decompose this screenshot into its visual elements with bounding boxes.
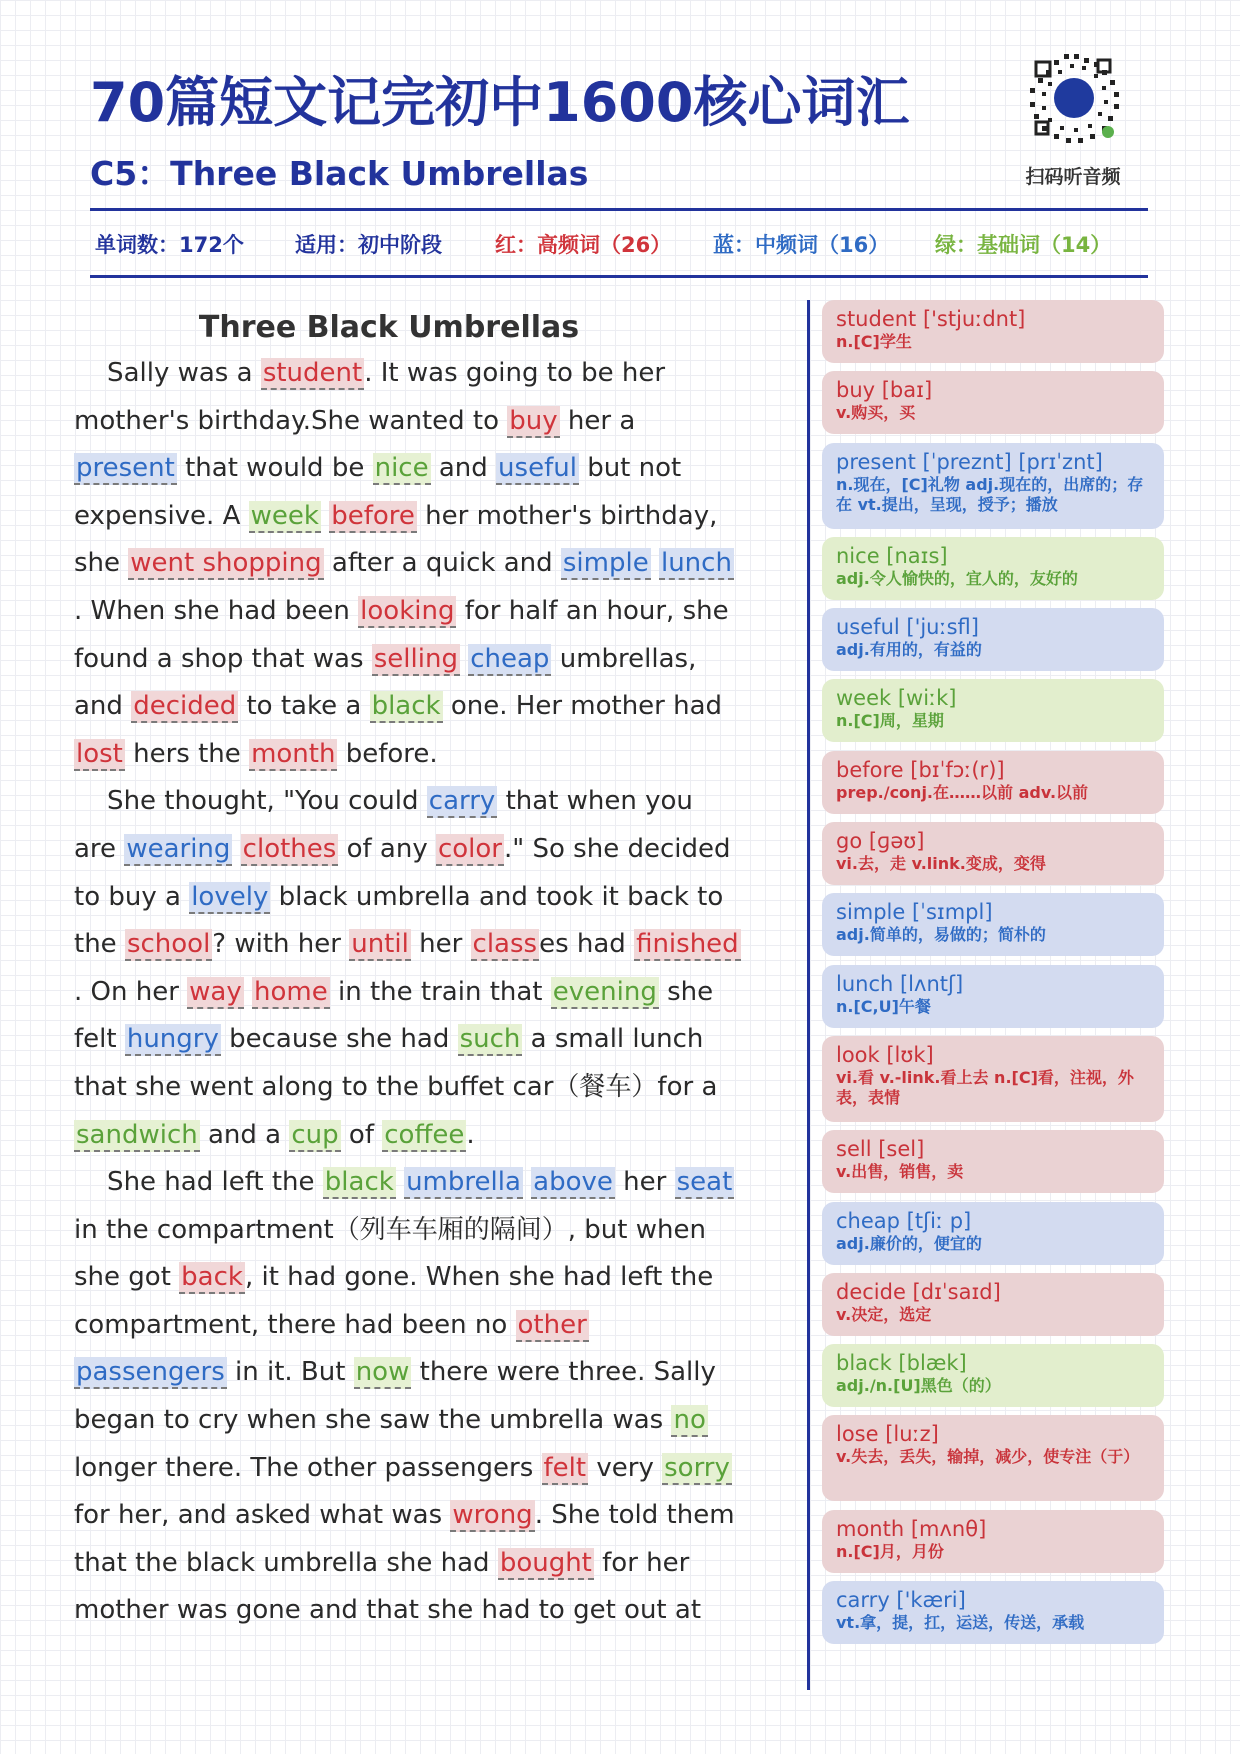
text-run: She thought, "You could [74, 786, 427, 817]
vocab-word[interactable]: before [331, 500, 415, 531]
vocab-word[interactable]: present [76, 453, 175, 484]
vocab-word[interactable]: felt [543, 1452, 587, 1483]
vocab-card[interactable] [822, 1510, 1164, 1573]
vocab-card[interactable] [822, 1415, 1164, 1501]
vocab-headword: before [bɪˈfɔː(r)] [836, 757, 1005, 782]
text-run: to buy a [74, 881, 190, 912]
vocab-card[interactable] [822, 1130, 1164, 1193]
text-run: . It was going to be her [364, 358, 666, 388]
article-line [74, 541, 794, 589]
text-run: she [658, 976, 714, 1007]
text-run: mother's birthday.She wanted to [74, 405, 508, 436]
vocab-definition: v.失去，丢失，输掉，减少，使专注（于） [836, 1447, 1140, 1467]
vocab-word[interactable]: nice [374, 453, 429, 484]
vocab-word[interactable]: cheap [470, 643, 550, 674]
article-line [74, 589, 794, 637]
vocab-word[interactable]: finished [636, 929, 739, 960]
vocab-card[interactable] [822, 537, 1164, 600]
text-run: her mother's birthday, [416, 500, 718, 531]
text-run: very [588, 1452, 663, 1483]
article-line [74, 1065, 794, 1113]
vocab-word[interactable]: class [472, 929, 538, 960]
vocab-headword: look [lʊk] [836, 1042, 934, 1067]
vocab-headword: black [blæk] [836, 1351, 967, 1376]
vocab-word[interactable]: looking [360, 595, 455, 626]
text-run: ? with her [212, 929, 350, 960]
vocab-definition: adj.廉价的，便宜的 [836, 1233, 982, 1253]
text-run: She had left the [74, 1167, 323, 1198]
vocab-word[interactable]: above [533, 1167, 613, 1198]
vocab-word[interactable]: until [351, 929, 409, 960]
vocab-word[interactable]: clothes [242, 833, 337, 864]
page-title: 70篇短文记完初中1600核心词汇 [90, 71, 910, 134]
article-line [74, 1113, 794, 1161]
vocab-definition: vi.去，走 v.link.变成，变得 [836, 854, 1046, 874]
article-line [74, 1017, 794, 1065]
article-body [74, 310, 794, 1636]
text-run: ." So she decided [504, 833, 731, 864]
vocab-card[interactable] [822, 1273, 1164, 1336]
text-run: in the train that [329, 976, 551, 1007]
qr-code-icon[interactable] [1024, 48, 1124, 148]
vocab-word[interactable]: no [673, 1405, 706, 1436]
text-run [321, 501, 329, 531]
article-line [74, 1446, 794, 1494]
article-line [74, 827, 794, 875]
vocab-card[interactable] [822, 1036, 1164, 1122]
vocab-word[interactable]: bought [499, 1547, 592, 1578]
article-line [74, 1160, 794, 1208]
vocab-definition: n.[C]月，月份 [836, 1541, 944, 1561]
text-run: in the compartment（列车车厢的隔间）, but when [74, 1214, 706, 1245]
text-run: of [340, 1119, 383, 1150]
text-run: that when you [497, 786, 693, 817]
vocab-definition: v.决定，选定 [836, 1304, 932, 1324]
vocab-word[interactable]: simple [562, 548, 649, 579]
text-run: one. Her mother had [442, 691, 723, 722]
vocab-definition: adj.有用的，有益的 [836, 640, 982, 660]
red-legend: 红：高频词（26） [495, 233, 672, 257]
vocab-headword: month [mʌnθ] [836, 1516, 987, 1541]
text-run: compartment, there had been no [74, 1309, 516, 1340]
vocab-definition: prep./conj.在……以前 adv.以前 [836, 782, 1089, 802]
vocab-word[interactable]: month [251, 738, 336, 769]
article-line [74, 1350, 794, 1398]
text-run: for her [593, 1547, 690, 1578]
text-run: and [74, 691, 132, 722]
vocab-definition: n.[C]周，星期 [836, 711, 944, 731]
vocab-card[interactable] [822, 893, 1164, 956]
vocab-word[interactable]: carry [428, 786, 496, 817]
vocab-word[interactable]: way [189, 976, 242, 1007]
vocab-headword: student ['stjuːdnt] [836, 307, 1026, 331]
article-line [74, 779, 794, 827]
vocab-word[interactable]: wearing [126, 833, 231, 864]
vocab-card[interactable] [822, 751, 1164, 814]
vocab-card[interactable] [822, 679, 1164, 742]
text-run: to take a [238, 691, 370, 722]
vocab-word[interactable]: color [437, 833, 502, 864]
text-run: hers the [124, 738, 250, 769]
article-line [74, 399, 794, 447]
text-run: are [74, 833, 125, 864]
column-divider [807, 300, 810, 1690]
vocab-card[interactable] [822, 371, 1164, 434]
vocab-headword: buy [baɪ] [836, 378, 933, 403]
text-run [460, 644, 468, 674]
vocab-word[interactable]: cup [291, 1119, 339, 1150]
vocab-card[interactable] [822, 1581, 1164, 1644]
article-line [74, 732, 794, 780]
text-run: in it. But [226, 1357, 354, 1388]
article-line [74, 494, 794, 542]
vocab-card[interactable] [822, 443, 1164, 529]
vocab-word[interactable]: student [262, 358, 363, 388]
text-run: for her, and asked what was [74, 1500, 451, 1531]
article-line [74, 1303, 794, 1351]
word-count: 单词数：172个 [95, 233, 244, 257]
text-run: she got [74, 1262, 180, 1293]
text-run: and a [199, 1119, 290, 1150]
article-line [74, 875, 794, 923]
level-label: 适用：初中阶段 [295, 233, 442, 257]
vocab-word[interactable]: other [517, 1309, 587, 1340]
vocab-headword: simple [ˈsɪmpl] [836, 900, 993, 925]
vocab-word[interactable]: week [250, 500, 319, 531]
text-run: because she had [220, 1024, 458, 1055]
article-title: Three Black Umbrellas [198, 310, 580, 345]
text-run: and [430, 453, 497, 484]
vocab-card[interactable] [822, 300, 1164, 363]
text-run: umbrellas, [551, 643, 697, 674]
text-run: longer there. The other passengers [74, 1452, 542, 1483]
chapter-subtitle: C5：Three Black Umbrellas [90, 154, 589, 193]
vocab-word[interactable]: black [324, 1167, 394, 1198]
qr-caption: 扫码听音频 [1025, 166, 1121, 188]
vocab-word[interactable]: coffee [384, 1119, 465, 1150]
text-run: for half an hour, she [456, 595, 729, 626]
article-line [74, 970, 794, 1018]
vocab-card[interactable] [822, 822, 1164, 885]
vocab-card[interactable] [822, 1344, 1164, 1407]
vocab-definition: n.[C]学生 [836, 332, 912, 351]
vocab-card[interactable] [822, 1202, 1164, 1265]
vocab-definition: adj.令人愉快的，宜人的，友好的 [836, 568, 1078, 588]
vocab-word[interactable]: back [181, 1262, 243, 1293]
article-lines [74, 351, 794, 1636]
vocab-definition: v.出售，销售，卖 [836, 1162, 964, 1182]
vocab-word[interactable]: selling [373, 643, 458, 674]
vocab-word[interactable]: decided [133, 691, 237, 722]
text-run: the [74, 929, 125, 960]
vocab-word[interactable]: now [355, 1357, 410, 1388]
article-line [74, 684, 794, 732]
text-run: her a [559, 405, 636, 436]
article-line [74, 1541, 794, 1589]
vocab-word[interactable]: useful [498, 453, 577, 484]
text-run: there were three. Sally [411, 1357, 716, 1388]
text-run: her [410, 929, 471, 960]
text-run: but not [578, 453, 682, 484]
text-run: her [614, 1167, 675, 1198]
text-run: es had [539, 929, 635, 960]
vocab-list [822, 300, 1164, 1652]
text-run [523, 1167, 531, 1197]
text-run: felt [74, 1024, 125, 1055]
text-run: before. [337, 738, 438, 769]
vocab-word[interactable]: home [254, 976, 328, 1007]
text-run: Sally was a [74, 358, 261, 388]
text-run: expensive. A [74, 500, 249, 531]
text-run: began to cry when she saw the umbrella was [74, 1405, 672, 1436]
vocab-definition: adj.简单的，易做的；简朴的 [836, 925, 1046, 945]
vocab-definition: vi.看 v.-link.看上去 n.[C]看，注视，外表，表情 [836, 1067, 1134, 1107]
vocab-definition: n.[C,U]午餐 [836, 996, 931, 1016]
text-run: . On her [74, 976, 188, 1007]
green-legend: 绿：基础词（14） [935, 233, 1112, 257]
text-run: that the black umbrella she had [74, 1547, 498, 1578]
vocab-headword: carry ['kæri] [836, 1588, 966, 1613]
article-line [74, 1588, 794, 1636]
vocab-word[interactable]: lost [76, 738, 123, 769]
text-run [396, 1167, 404, 1197]
vocab-headword: cheap [tʃiː p] [836, 1208, 972, 1233]
text-run [232, 834, 240, 864]
article-line [74, 446, 794, 494]
vocab-definition: v.购买，买 [836, 403, 916, 423]
vocab-card[interactable] [822, 965, 1164, 1028]
text-run: . When she had been [74, 595, 359, 626]
vocab-headword: decide [dɪˈsaɪd] [836, 1279, 1001, 1304]
vocab-headword: lose [luːz] [836, 1422, 939, 1447]
text-run: found a shop that was [74, 643, 372, 674]
text-run: of any [338, 833, 436, 864]
text-run [651, 548, 659, 578]
article-line [74, 1398, 794, 1446]
text-run: . She told them [534, 1500, 735, 1531]
text-run: mother was gone and that she had to get out at [74, 1595, 702, 1626]
header-divider-bottom [90, 275, 1148, 278]
vocab-headword: week [wiːk] [836, 686, 957, 711]
vocab-headword: nice [naɪs] [836, 543, 948, 568]
text-run: . [466, 1119, 475, 1150]
text-run: a small lunch [522, 1024, 704, 1055]
vocab-headword: sell [sel] [836, 1137, 925, 1162]
blue-legend: 蓝：中频词（16） [713, 233, 890, 257]
article-line [74, 1493, 794, 1541]
text-run: that would be [176, 453, 373, 484]
vocab-word[interactable]: evening [552, 976, 657, 1007]
vocab-definition: n.现在，[C]礼物 adj.现在的，出席的；存在 vt.提出，呈现，授予；播放 [836, 474, 1144, 514]
article-line [74, 1208, 794, 1256]
text-run: she [74, 548, 129, 579]
vocab-word[interactable]: school [126, 929, 211, 960]
article-line [74, 351, 794, 399]
vocab-headword: lunch [lʌntʃ] [836, 971, 964, 996]
vocab-word[interactable]: sorry [664, 1452, 730, 1483]
text-run [244, 977, 252, 1007]
article-line [74, 922, 794, 970]
vocab-word[interactable]: passengers [76, 1357, 225, 1388]
vocab-definition: vt.拿，提，扛，运送，传送，承载 [836, 1613, 1085, 1633]
vocab-word[interactable]: lunch [660, 548, 732, 579]
vocab-word[interactable]: sandwich [76, 1119, 198, 1150]
vocab-word[interactable]: black [371, 691, 441, 722]
text-run: black umbrella and took it back to [270, 881, 724, 912]
vocab-headword: go [ɡəʊ] [836, 829, 925, 854]
vocab-word[interactable]: went shopping [130, 548, 322, 579]
vocab-word[interactable]: buy [509, 405, 558, 436]
text-run: that she went along to the buffet car（餐车）for a [74, 1071, 718, 1102]
vocab-word[interactable]: hungry [126, 1024, 219, 1055]
header-divider-top [90, 208, 1148, 211]
vocab-definition: adj./n.[U]黑色（的） [836, 1376, 1001, 1396]
vocab-word[interactable]: lovely [191, 881, 269, 912]
text-run: , it had gone. When she had left the [244, 1262, 714, 1293]
vocab-headword: present [ˈpreznt] [prɪˈznt] [836, 449, 1103, 474]
article-line [74, 1255, 794, 1303]
vocab-word[interactable]: wrong [452, 1500, 533, 1531]
info-bar [95, 229, 1155, 263]
article-line [74, 637, 794, 685]
vocab-word[interactable]: such [459, 1024, 521, 1055]
vocab-word[interactable]: umbrella [406, 1167, 521, 1198]
vocab-card[interactable] [822, 608, 1164, 671]
text-run: after a quick and [323, 548, 561, 579]
vocab-headword: useful ['juːsfl] [836, 615, 979, 640]
vocab-word[interactable]: seat [676, 1167, 733, 1198]
